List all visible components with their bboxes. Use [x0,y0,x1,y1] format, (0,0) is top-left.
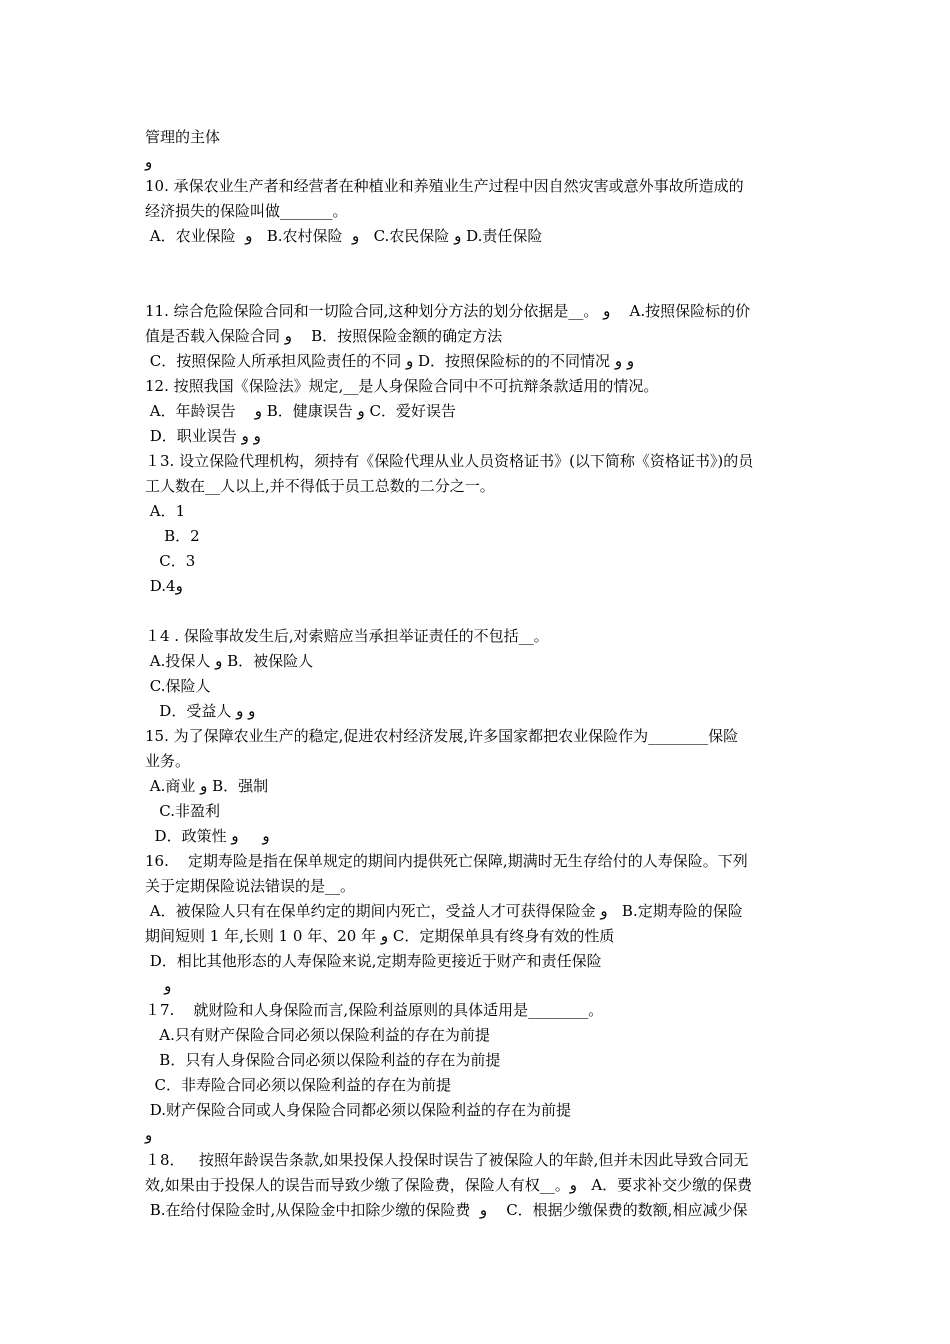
question-15-line: 15. 为了保障农业生产的稳定,促进农村经济发展,许多国家都把农业保险作为________保险 [145,727,739,745]
text-line: 期间短则 1 年,长则 1 0 年、20 年 و C．定期保单具有终身有效的性质 [145,927,615,945]
question-11-line: 11. 综合危险保险合同和一切险合同,这种划分方法的划分依据是__。 و A.按照保险标的价 [145,302,751,320]
text-line: و [145,977,172,995]
option-line: D．相比其他形态的人寿保险来说,定期寿险更接近于财产和责任保险 [145,952,602,970]
option-line: D．受益人 و و [145,702,256,720]
text-line: 工人数在__人以上,并不得低于员工总数的二分之一。 [145,477,495,495]
question-13-line: １3. 设立保险代理机构，须持有《保险代理从业人员资格证书》(以下简称《资格证书》)的员 [145,452,754,470]
question-10-line: 10. 承保农业生产者和经营者在种植业和养殖业生产过程中因自然灾害或意外事故所造成的 [145,177,744,195]
option-line: D.财产保险合同或人身保险合同都必须以保险利益的存在为前提 [145,1101,572,1119]
text-line: 管理的主体 [145,128,221,146]
text-line: و [145,153,153,171]
options-line: A．农业保险 و B.农村保险 و C.农民保险 و D.责任保险 [145,227,543,245]
text-line: 业务。 [145,752,191,770]
options-line: C．按照保险人所承担风险责任的不同 و D．按照保险标的的不同情况 و و [145,352,635,370]
options-line: A．被保险人只有在保单约定的期间内死亡，受益人才可获得保险金 و B.定期寿险的保险 [145,902,743,920]
question-14-line: １4 . 保险事故发生后,对索赔应当承担举证责任的不包括__。 [145,627,549,645]
options-line: D．职业误告 و و [145,427,261,445]
options-line: A．年龄误告 و B．健康误告 و C．爱好误告 [145,402,456,420]
option-line: B．只有人身保险合同必须以保险利益的存在为前提 [145,1051,501,1069]
option-line: C．非寿险合同必须以保险利益的存在为前提 [145,1076,452,1094]
options-line: A.商业 و B．强制 [145,777,269,795]
option-line: B．2 [145,527,200,545]
option-line: A.只有财产保险合同必须以保险利益的存在为前提 [145,1026,490,1044]
option-line: D．政策性 و و [145,827,270,845]
text-line: 关于定期保险说法错误的是__。 [145,877,356,895]
option-line: C.保险人 [145,677,211,695]
option-line: C．3 [145,552,196,570]
text-line: 效,如果由于投保人的误告而导致少缴了保险费，保险人有权__。و A．要求补交少缴的保费 [145,1176,753,1194]
option-line: D.4و [145,577,183,595]
option-line: A．1 [145,502,186,520]
options-line: B.在给付保险金时,从保险金中扣除少缴的保险费 و C．根据少缴保费的数额,相应减少保 [145,1201,748,1219]
text-line: 经济损失的保险叫做_______。 [145,202,348,220]
options-line: A.投保人 و B．被保险人 [145,652,314,670]
question-16-line: 16. 定期寿险是指在保单规定的期间内提供死亡保障,期满时无生存给付的人寿保险。下列 [145,852,748,870]
text-line: و [145,1126,153,1144]
question-12-line: 12. 按照我国《保险法》规定,__是人身保险合同中不可抗辩条款适用的情况。 [145,377,659,395]
text-line: 值是否载入保险合同 و B．按照保险金额的确定方法 [145,327,503,345]
option-line: C.非盈利 [145,802,221,820]
question-17-line: １7. 就财险和人身保险而言,保险利益原则的具体适用是________。 [145,1001,604,1019]
question-18-line: １8． 按照年龄误告条款,如果投保人投保时误告了被保险人的年龄,但并未因此导致合同无 [145,1151,749,1169]
